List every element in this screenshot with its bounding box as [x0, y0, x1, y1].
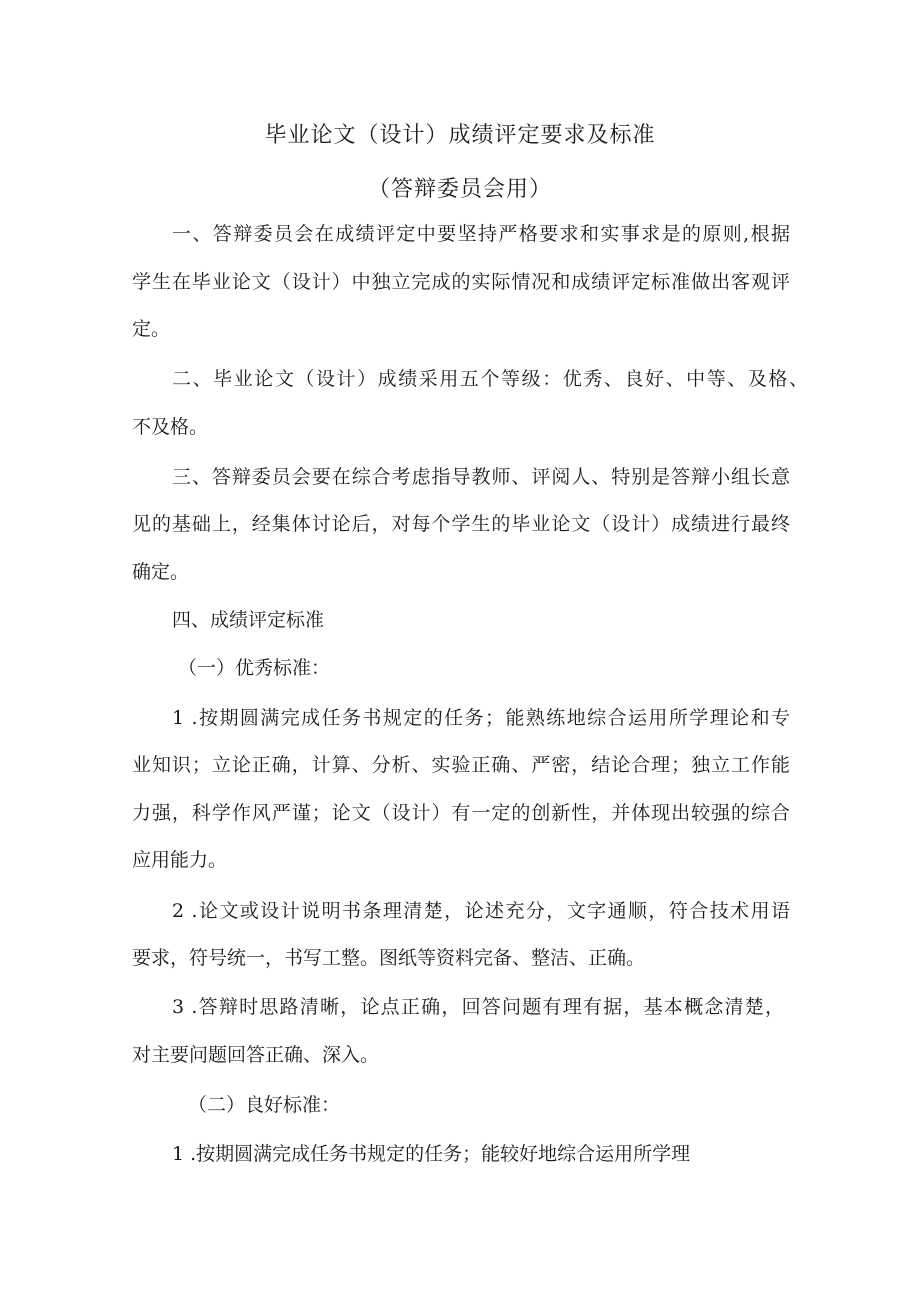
paragraph-2-line-1: 二、毕业论文（设计）成绩采用五个等级：优秀、良好、中等、及格、 — [172, 368, 808, 390]
subsection-heading-excellent: （一）优秀标准： — [178, 657, 331, 679]
excellent-item-1-line-4: 应用能力。 — [132, 849, 228, 871]
document-title: 毕业论文（设计）成绩评定要求及标准 — [264, 123, 656, 148]
excellent-item-2-line-1: 2 .论文或设计说明书条理清楚，论述充分，文字通顺，符合技术用语 — [172, 900, 790, 922]
subsection-heading-good: （二）良好标准： — [188, 1094, 341, 1116]
document-subtitle: （答辩委员会用） — [367, 177, 552, 202]
excellent-item-3-line-2: 对主要问题回答正确、深入。 — [132, 1044, 380, 1066]
excellent-item-1-line-1: 1 .按期圆满完成任务书规定的任务；能熟练地综合运用所学理论和专 — [172, 707, 790, 729]
paragraph-3-line-2: 见的基础上，经集体讨论后，对每个学生的毕业论文（设计）成绩进行最终 — [132, 513, 790, 535]
paragraph-1-line-2: 学生在毕业论文（设计）中独立完成的实际情况和成绩评定标准做出客观评 — [132, 271, 790, 293]
excellent-item-3-line-1: 3 .答辩时思路清晰，论点正确，回答问题有理有据，基本概念清楚， — [172, 996, 784, 1018]
paragraph-3-line-3: 确定。 — [132, 561, 190, 583]
good-item-1-line-1: 1 .按期圆满完成任务书规定的任务；能较好地综合运用所学理 — [172, 1143, 691, 1165]
paragraph-1-line-3: 定。 — [132, 318, 171, 340]
paragraph-3-line-1: 三、答辩委员会要在综合考虑指导教师、评阅人、特别是答辩小组长意 — [172, 466, 790, 488]
paragraph-1-line-1: 一、答辩委员会在成绩评定中要坚持严格要求和实事求是的原则,根据 — [172, 223, 790, 245]
excellent-item-1-line-2: 业知识；立论正确，计算、分析、实验正确、严密，结论合理；独立工作能 — [132, 754, 790, 776]
section-heading-criteria: 四、成绩评定标准 — [172, 609, 325, 631]
excellent-item-1-line-3: 力强，科学作风严谨；论文（设计）有一定的创新性，并体现出较强的综合 — [132, 802, 790, 824]
excellent-item-2-line-2: 要求，符号统一，书写工整。图纸等资料完备、整洁、正确。 — [132, 947, 646, 969]
paragraph-2-line-2: 不及格。 — [132, 416, 209, 438]
